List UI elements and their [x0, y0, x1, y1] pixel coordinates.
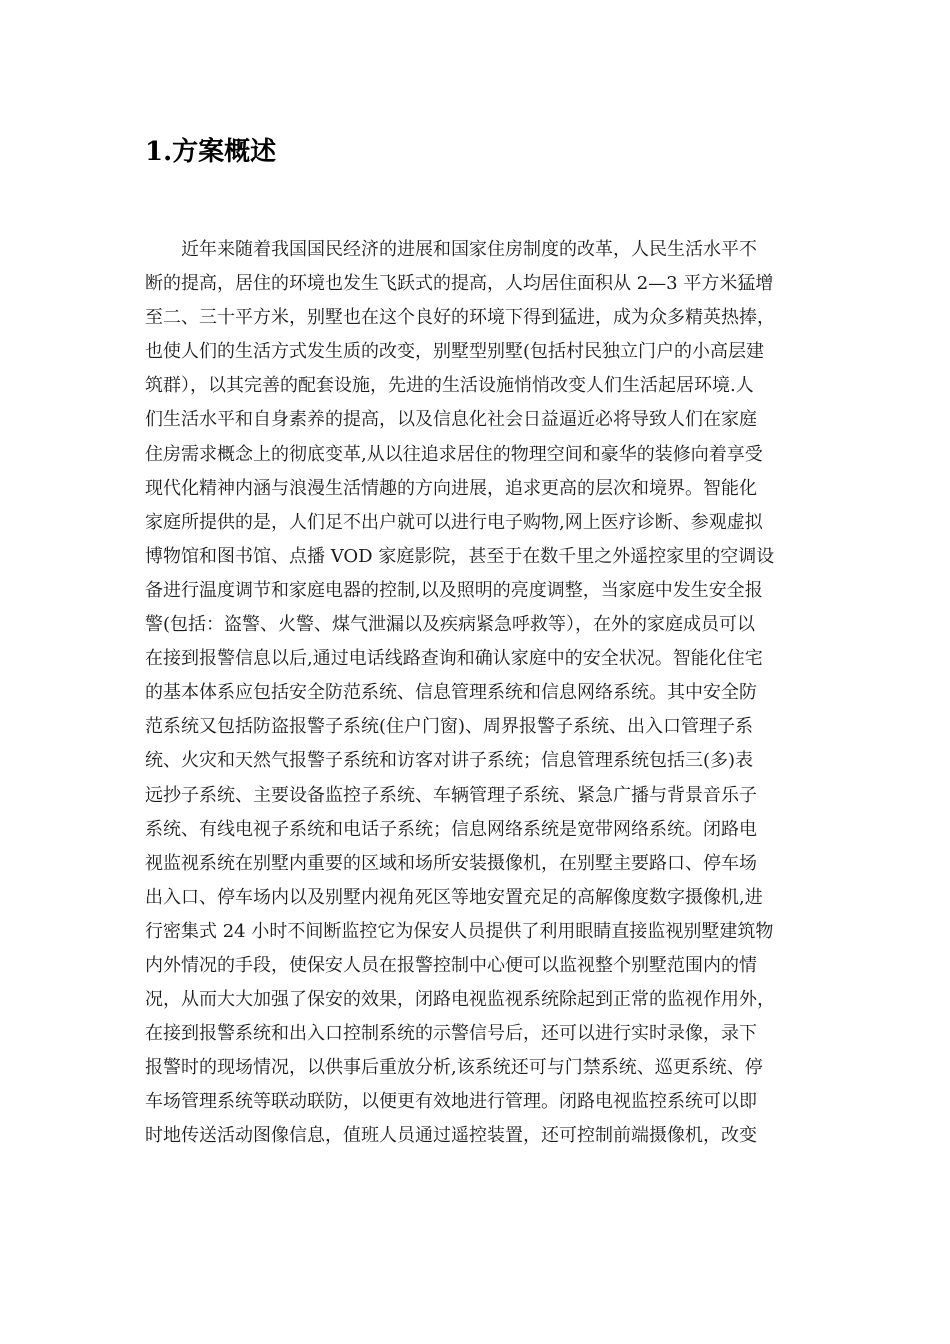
section-title: 1.方案概述 — [145, 137, 277, 167]
paragraph-line: 远抄子系统、主要设备监控子系统、车辆管理子系统、紧急广播与背景音乐子 — [145, 784, 757, 806]
paragraph-line: 在接到报警信息以后,通过电话线路查询和确认家庭中的安全状况。智能化住宅 — [145, 648, 763, 670]
paragraph-line: 出入口、停车场内以及别墅内视角死区等地安置充足的高解像度数字摄像机,进 — [145, 886, 763, 908]
paragraph-line: 系统、有线电视子系统和电话子系统；信息网络系统是宽带网络系统。闭路电 — [145, 818, 757, 840]
body-paragraph — [145, 233, 805, 1154]
paragraph-line: 在接到报警系统和出入口控制系统的示警信号后，还可以进行实时录像，录下 — [145, 1023, 757, 1045]
paragraph-line: 断的提高，居住的环境也发生飞跃式的提高，人均居住面积从 2—3 平方米猛增 — [145, 273, 774, 295]
paragraph-line: 行密集式 24 小时不间断监控它为保安人员提供了利用眼睛直接监视别墅建筑物 — [145, 920, 774, 942]
paragraph-line: 的基本体系应包括安全防范系统、信息管理系统和信息网络系统。其中安全防 — [145, 682, 757, 704]
paragraph-line: 况，从而大大加强了保安的效果，闭路电视监视系统除起到正常的监视作用外， — [145, 989, 775, 1011]
paragraph-line: 警(包括：盗警、火警、煤气泄漏以及疾病紧急呼救等），在外的家庭成员可以 — [145, 614, 756, 636]
paragraph-line: 时地传送活动图像信息，值班人员通过遥控装置，还可控制前端摄像机，改变 — [145, 1125, 757, 1147]
paragraph-line: 报警时的现场情况，以供事后重放分析,该系统还可与门禁系统、巡更系统、停 — [145, 1057, 763, 1079]
paragraph-line: 至二、三十平方米，别墅也在这个良好的环境下得到猛进，成为众多精英热捧， — [145, 307, 775, 329]
paragraph-line: 现代化精神内涵与浪漫生活情趣的方向进展，追求更高的层次和境界。智能化 — [145, 477, 757, 499]
paragraph-line: 备进行温度调节和家庭电器的控制,以及照明的亮度调整，当家庭中发生安全报 — [145, 579, 763, 601]
paragraph-line: 视监视系统在别墅内重要的区域和场所安装摄像机，在别墅主要路口、停车场 — [145, 852, 757, 874]
paragraph-line: 统、火灾和天然气报警子系统和访客对讲子系统；信息管理系统包括三(多)表 — [145, 750, 754, 772]
paragraph-line: 博物馆和图书馆、点播 VOD 家庭影院，甚至于在数千里之外遥控家里的空调设 — [145, 545, 775, 567]
paragraph-line: 筑群），以其完善的配套设施，先进的生活设施悄悄改变人们生活起居环境.人 — [145, 375, 754, 397]
paragraph-line: 范系统又包括防盗报警子系统(住户门窗)、周界报警子系统、出入口管理子系 — [145, 716, 754, 738]
paragraph-line: 内外情况的手段，使保安人员在报警控制中心便可以监视整个别墅范围内的情 — [145, 954, 757, 976]
paragraph-line: 住房需求概念上的彻底变革,从以往追求居住的物理空间和豪华的装修向着享受 — [145, 443, 763, 465]
paragraph-line: 近年来随着我国国民经济的进展和国家住房制度的改革，人民生活水平不 — [181, 239, 757, 260]
paragraph-line: 车场管理系统等联动联防，以便更有效地进行管理。闭路电视监控系统可以即 — [145, 1091, 757, 1113]
paragraph-line: 们生活水平和自身素养的提高，以及信息化社会日益逼近必将导致人们在家庭 — [145, 409, 757, 431]
paragraph-line: 家庭所提供的是，人们足不出户就可以进行电子购物,网上医疗诊断、参观虚拟 — [145, 511, 763, 533]
paragraph-line: 也使人们的生活方式发生质的改变，别墅型别墅(包括村民独立门户的小高层建 — [145, 341, 765, 363]
